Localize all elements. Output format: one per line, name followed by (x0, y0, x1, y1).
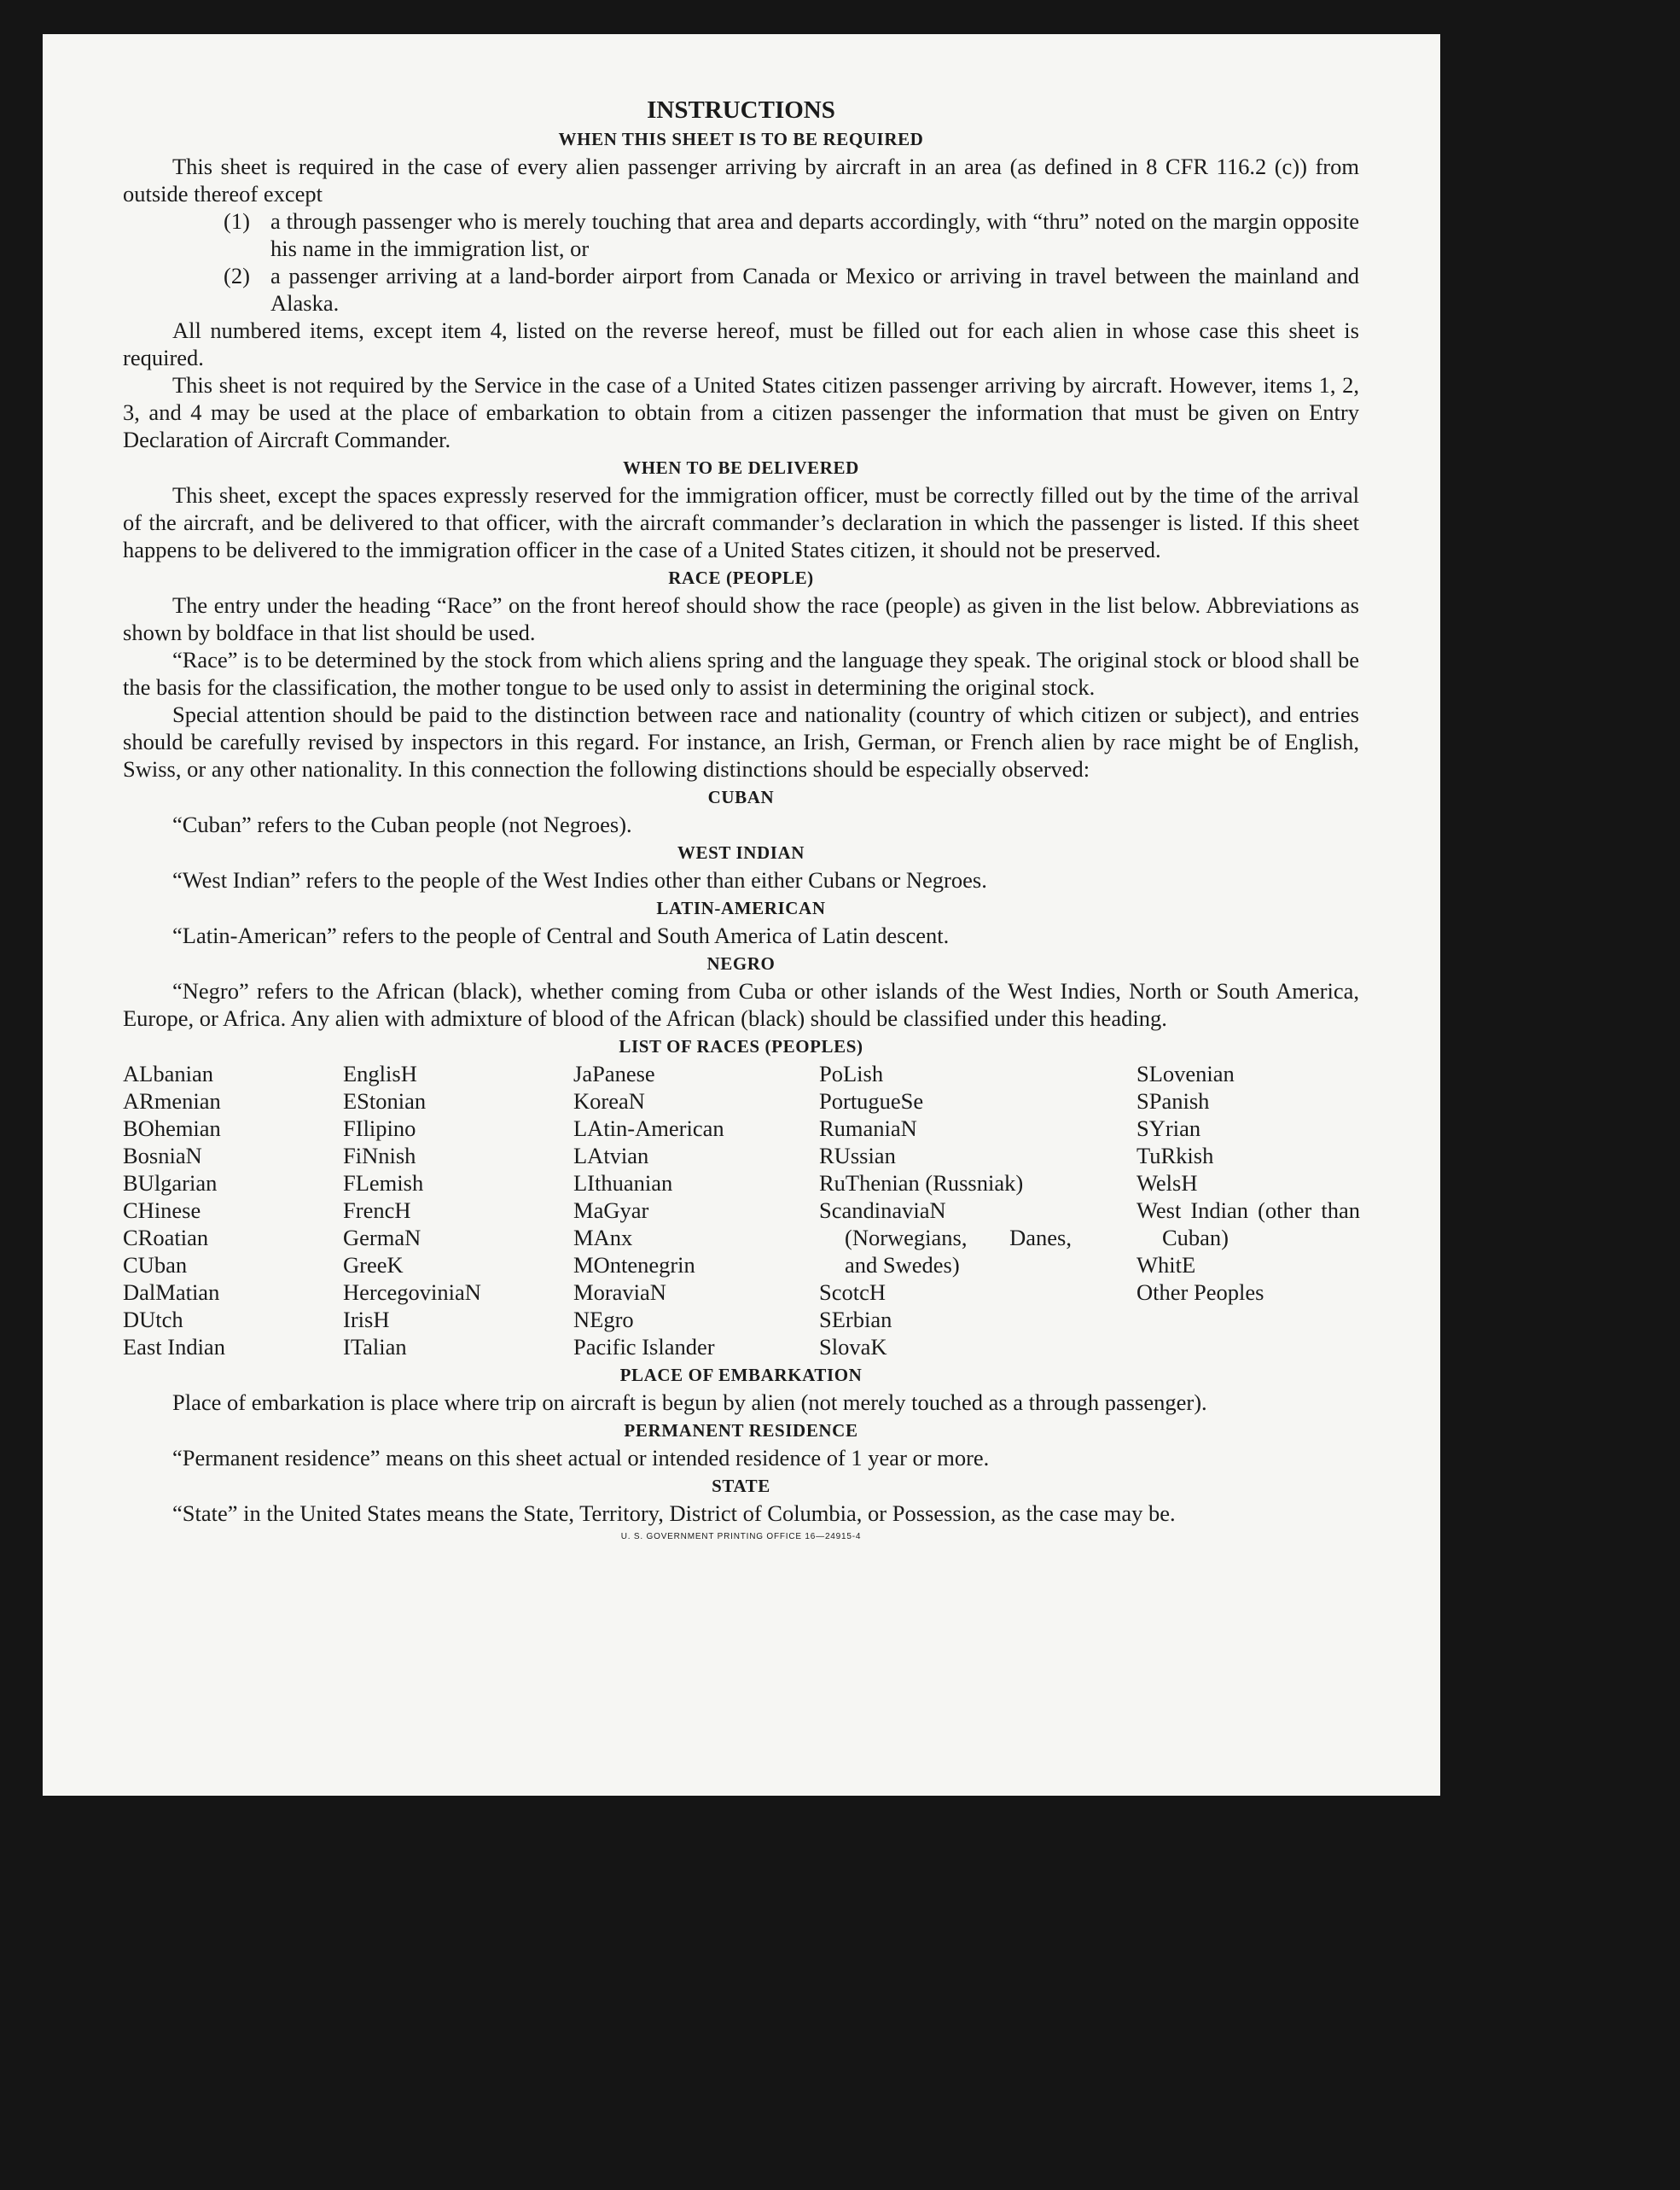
race-entry: CHinese (123, 1197, 201, 1223)
race-entry: ScandinaviaN (Norwegians, Danes, and Swedes) (819, 1197, 1072, 1278)
race-entry: EStonian (343, 1088, 427, 1114)
paragraph: This sheet is required in the case of every alien passenger arriving by aircraft in an area (as defined in 8 CFR 116.2 (c)) from outside thereof except (123, 154, 1359, 207)
race-entry: EnglisH (343, 1061, 417, 1086)
item-text: a passenger arriving at a land-border airport from Canada or Mexico or arriving in travel between the mainland and Alaska. (270, 263, 1359, 316)
races-column (123, 1060, 343, 1360)
race-entry: Pacific Islander (573, 1334, 715, 1360)
race-entry: SPanish (1136, 1088, 1210, 1114)
paragraph: This sheet is not required by the Service in the case of a United States citizen passenger arriving by aircraft. However, items 1, 2, 3, and 4 may be used at the place of embarkation to obtain from a citizen passenger the information that must be given on Entry Declaration of Aircraft Commander. (123, 372, 1359, 452)
race-entry: GreeK (343, 1252, 404, 1278)
race-entry: BOhemian (123, 1115, 221, 1141)
race-entry: NEgro (573, 1307, 634, 1332)
race-entry: RuThenian (Russniak) (819, 1170, 1024, 1196)
race-entry: SYrian (1136, 1115, 1201, 1141)
race-entry: MoraviaN (573, 1279, 666, 1305)
document-page (43, 34, 1440, 1796)
race-entry: PortugueSe (819, 1088, 924, 1114)
heading-required: WHEN THIS SHEET IS TO BE REQUIRED (558, 129, 924, 149)
race-entry: West Indian (other than Cuban) (1136, 1197, 1360, 1250)
heading-embarkation: PLACE OF EMBARKATION (619, 1365, 863, 1385)
races-column (343, 1060, 573, 1360)
race-entry: ARmenian (123, 1088, 221, 1114)
race-entry: DUtch (123, 1307, 183, 1332)
paragraph: “Negro” refers to the African (black), whether coming from Cuba or other islands of the West Indies, North or South America, Europe, or Africa. Any alien with admixture of blood of the African (black) should be classified under this heading. (123, 978, 1359, 1031)
paragraph: “State” in the United States means the State, Territory, District of Columbia, or Possession, as the case may be. (172, 1500, 1176, 1526)
heading-latin-american: LATIN-AMERICAN (656, 898, 826, 918)
heading-negro: NEGRO (706, 953, 776, 974)
race-entry: LAtin-American (573, 1115, 724, 1141)
race-entry: FIlipino (343, 1115, 416, 1141)
race-entry: East Indian (123, 1334, 225, 1360)
paragraph: “Latin-American” refers to the people of Central and South America of Latin descent. (172, 923, 950, 948)
item-number: (1) (224, 208, 250, 234)
item-number: (2) (224, 263, 250, 288)
race-entry: LAtvian (573, 1143, 649, 1168)
race-entry: SLovenian (1136, 1061, 1235, 1086)
race-entry: BosniaN (123, 1143, 202, 1168)
race-entry: JaPanese (573, 1061, 655, 1086)
race-entry: KoreaN (573, 1088, 645, 1114)
race-entry: BUlgarian (123, 1170, 218, 1196)
heading-cuban: CUBAN (707, 787, 775, 807)
race-entry: WelsH (1136, 1170, 1198, 1196)
race-entry: CRoatian (123, 1225, 209, 1250)
paragraph: Place of embarkation is place where trip on aircraft is begun by alien (not merely touched as a through passenger). (172, 1389, 1207, 1415)
race-entry: LIthuanian (573, 1170, 673, 1196)
paragraph: “Race” is to be determined by the stock from which aliens spring and the language they speak. The original stock or blood shall be the basis for the classification, the mother tongue to be used only to assist in determining the original stock. (123, 647, 1359, 700)
race-entry: ScotcH (819, 1279, 887, 1305)
race-entry: IrisH (343, 1307, 390, 1332)
race-entry: DalMatian (123, 1279, 220, 1305)
heading-race: RACE (PEOPLE) (668, 568, 814, 588)
race-entry: CUban (123, 1252, 188, 1278)
paragraph: “Permanent residence” means on this sheet actual or intended residence of 1 year or more. (172, 1445, 990, 1471)
race-entry: PoLish (819, 1061, 884, 1086)
race-entry: RumaniaN (819, 1115, 917, 1141)
heading-residence: PERMANENT RESIDENCE (624, 1420, 858, 1441)
races-column (1136, 1060, 1360, 1360)
paragraph: “Cuban” refers to the Cuban people (not Negroes). (172, 812, 632, 837)
printer-imprint: U. S. GOVERNMENT PRINTING OFFICE 16—24915-4 (620, 1532, 862, 1541)
race-entry: MOntenegrin (573, 1252, 695, 1278)
heading-state: STATE (712, 1476, 770, 1496)
race-entry: RUssian (819, 1143, 896, 1168)
heading-delivered: WHEN TO BE DELIVERED (623, 457, 859, 478)
paragraph: The entry under the heading “Race” on the front hereof should show the race (people) as given in the list below. Abbreviations as shown by boldface in that list should be used. (123, 592, 1359, 645)
heading-west-indian: WEST INDIAN (677, 842, 805, 863)
races-column (819, 1060, 1072, 1360)
heading-races-list: LIST OF RACES (PEOPLES) (619, 1036, 863, 1057)
paragraph: “West Indian” refers to the people of the West Indies other than either Cubans or Negroes. (172, 867, 987, 893)
race-entry: GermaN (343, 1225, 421, 1250)
paragraph: All numbered items, except item 4, listed on the reverse hereof, must be filled out for each alien in whose case this sheet is required. (123, 317, 1359, 370)
race-entry: FiNnish (343, 1143, 416, 1168)
race-entry: Other Peoples (1136, 1279, 1264, 1305)
races-column (573, 1060, 819, 1360)
list-item (123, 207, 1359, 262)
race-entry: WhitE (1136, 1252, 1196, 1278)
race-entry: ITalian (343, 1334, 407, 1360)
list-item (123, 262, 1359, 317)
paragraph: This sheet, except the spaces expressly reserved for the immigration officer, must be correctly filled out by the time of the arrival of the aircraft, and be delivered to that officer, with the aircraft commander’s declaration in which the passenger is listed. If this sheet happens to be delivered to the immigration officer in the case of a United States citizen, it should not be preserved. (123, 482, 1359, 562)
race-entry: TuRkish (1136, 1143, 1214, 1168)
race-entry: SlovaK (819, 1334, 887, 1360)
paragraph: Special attention should be paid to the distinction between race and nationality (country of which citizen or subject), and entries should be carefully revised by inspectors in this regard. For instance, an Irish, German, or French alien by race might be of English, Swiss, or any other nationality. In this connection the following distinctions should be especially observed: (123, 702, 1359, 782)
races-table (123, 1060, 1359, 1360)
race-entry: ALbanian (123, 1061, 213, 1086)
page-title: INSTRUCTIONS (647, 96, 835, 124)
race-entry: SErbian (819, 1307, 892, 1332)
item-text: a through passenger who is merely touching that area and departs accordingly, with “thru” noted on the margin opposite his name in the immigration list, or (270, 208, 1359, 261)
race-entry: MaGyar (573, 1197, 649, 1223)
race-entry: MAnx (573, 1225, 633, 1250)
race-entry: HercegoviniaN (343, 1279, 481, 1305)
race-entry: FLemish (343, 1170, 424, 1196)
race-entry: FrencH (343, 1197, 411, 1223)
